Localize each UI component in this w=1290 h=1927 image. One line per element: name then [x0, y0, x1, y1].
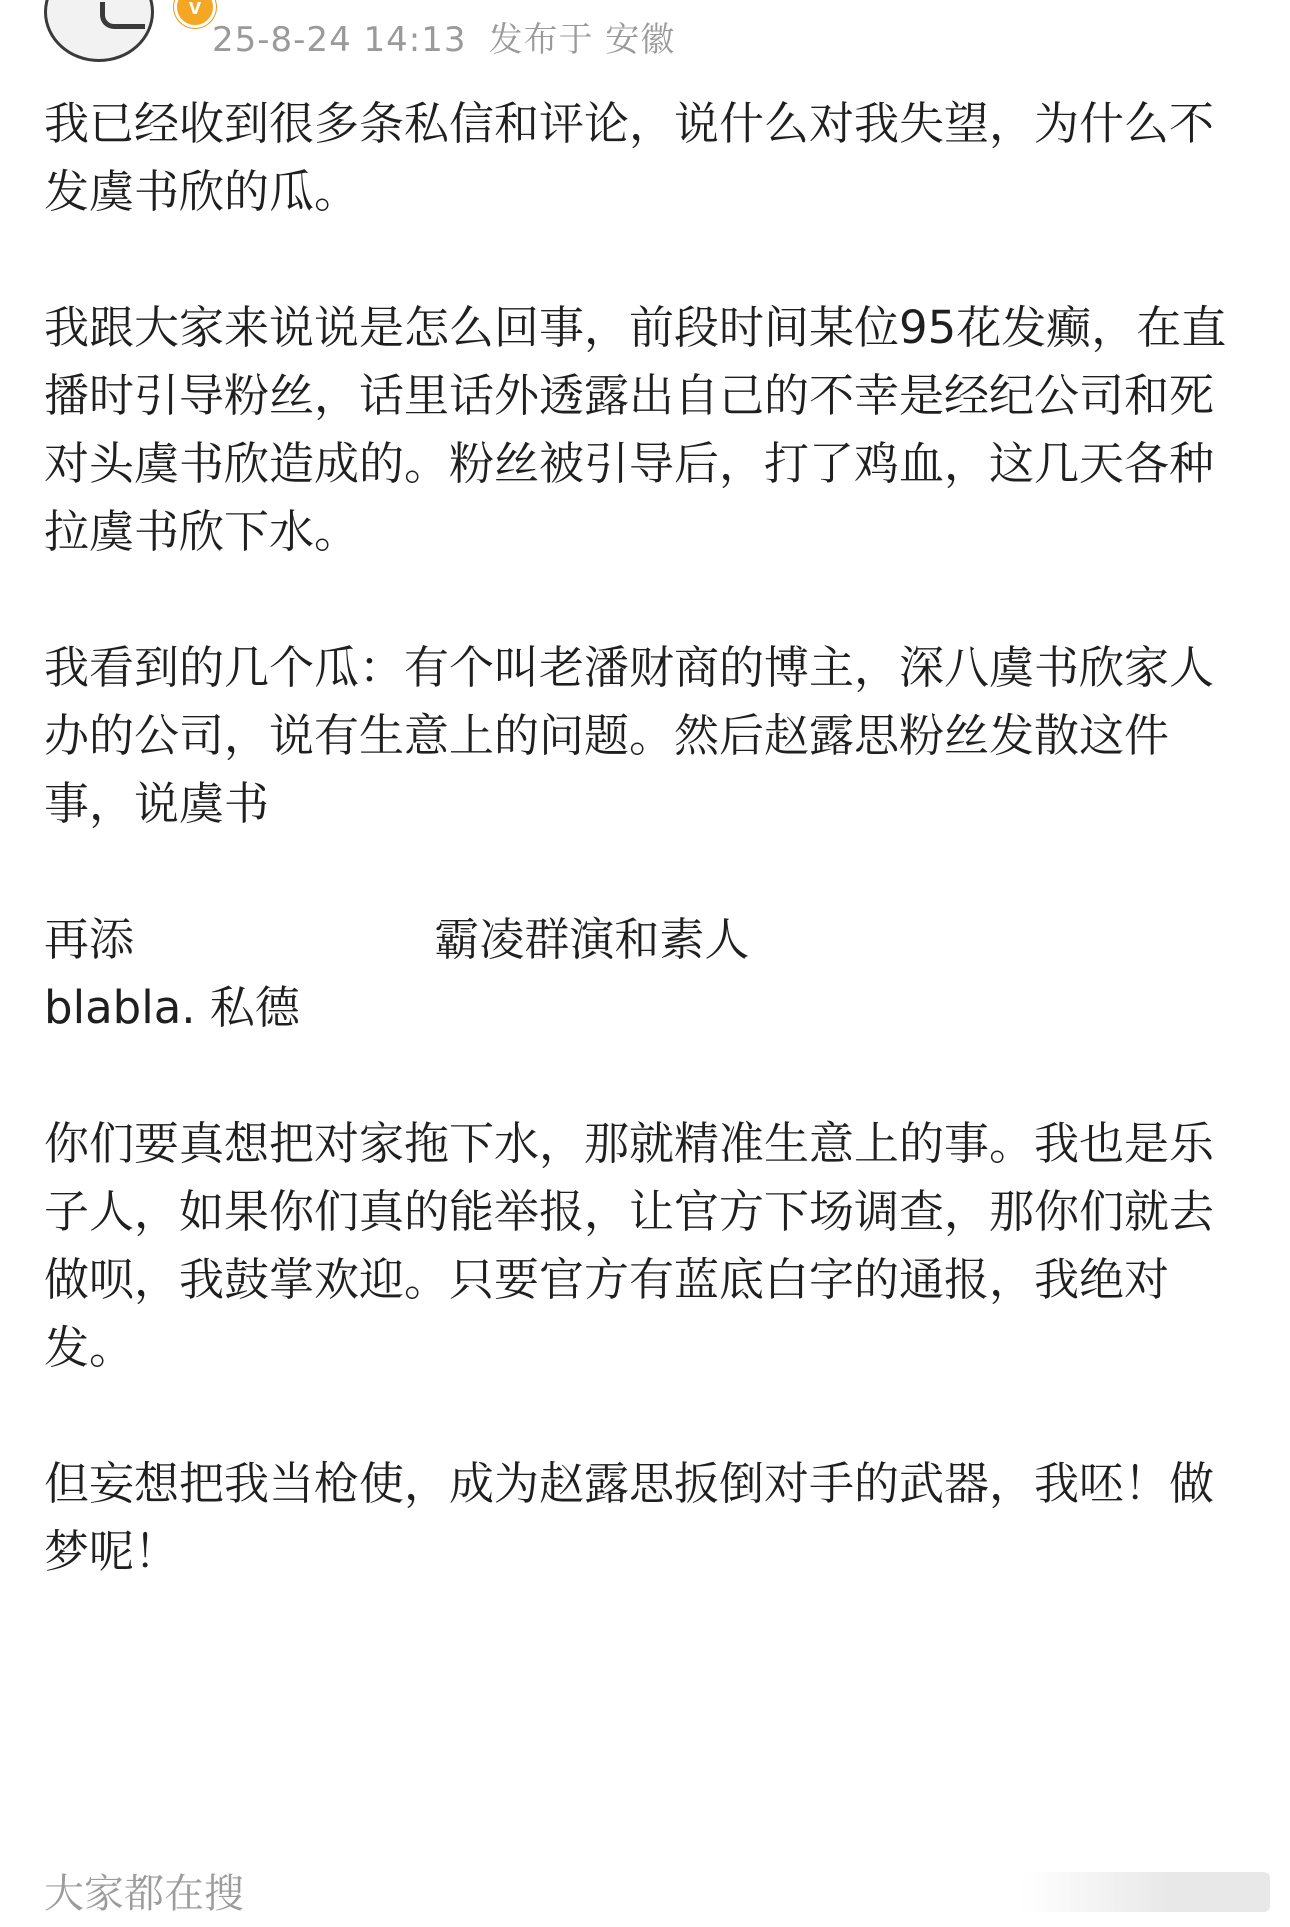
- post-paragraph: 我看到的几个瓜：有个叫老潘财商的博主，深八虞书欣家人办的公司，说有生意上的问题。然后赵露思粉丝发散这件事，说虞书: [44, 641, 1215, 830]
- obscured-paragraph: [44, 906, 1244, 1042]
- avatar[interactable]: [44, 0, 202, 62]
- post-meta: [212, 12, 676, 60]
- post-location: 发布于 安徽: [488, 20, 676, 60]
- hot-search-fade: [1020, 1872, 1270, 1912]
- post-paragraph: 但妄想把我当枪使，成为赵露思扳倒对手的武器，我呸！做梦呢！: [44, 1457, 1215, 1578]
- post-paragraph: 再添 霸凌群演和素人 blabla. 私德: [44, 913, 750, 1034]
- post-header: [0, 0, 1290, 70]
- post-paragraph: 我跟大家来说说是怎么回事，前段时间某位95花发癫，在直播时引导粉丝，话里话外透露出自己的不幸是经纪公司和死对头虞书欣造成的。粉丝被引导后，打了鸡血，这几天各种拉虞书欣下水。: [44, 301, 1227, 558]
- avatar-doodle: [100, 2, 145, 29]
- post-paragraph: 你们要真想把对家拖下水，那就精准生意上的事。我也是乐子人，如果你们真的能举报，让官方下场调查，那你们就去做呗，我鼓掌欢迎。只要官方有蓝底白字的通报，我绝对发。: [44, 1117, 1215, 1374]
- post-body: [44, 90, 1244, 1654]
- post-paragraph: 我已经收到很多条私信和评论，说什么对我失望，为什么不发虞书欣的瓜。: [44, 97, 1215, 218]
- verified-badge-icon: v: [174, 0, 216, 28]
- hot-search-label[interactable]: 大家都在搜: [44, 1871, 244, 1917]
- post-timestamp: 25-8-24 14:13: [212, 20, 467, 60]
